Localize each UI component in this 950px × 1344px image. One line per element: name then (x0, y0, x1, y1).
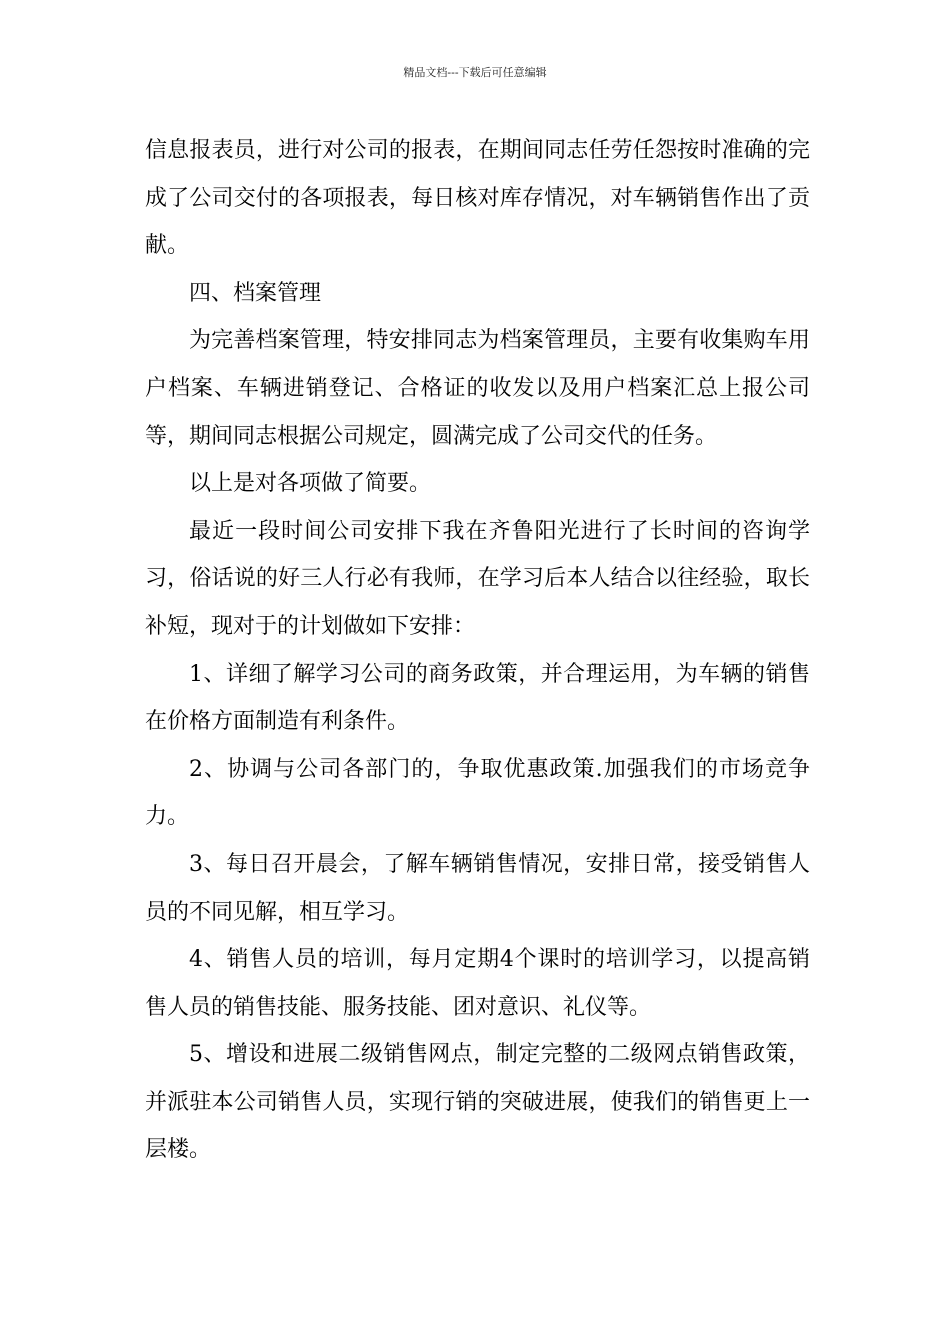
page-header: 精品文档---下载后可任意编辑 (403, 66, 547, 79)
paragraph: 最近一段时间公司安排下我在齐鲁阳光进行了长时间的咨询学习，俗话说的好三人行必有我师，在学习后本人结合以往经验，取长补短，现对于的计划做如下安排： (145, 518, 810, 639)
paragraph: 以上是对各项做了简要。 (189, 471, 432, 497)
list-item: 1、详细了解学习公司的商务政策，并合理运用，为车辆的销售在价格方面制造有利条件。 (145, 661, 810, 735)
paragraph: 为完善档案管理，特安排同志为档案管理员，主要有收集购车用户档案、车辆进销登记、合格证的收发以及用户档案汇总上报公司等，期间同志根据公司规定，圆满完成了公司交代的任务。 (145, 328, 810, 449)
list-item: 2、协调与公司各部门的，争取优惠政策.加强我们的市场竞争力。 (145, 756, 810, 830)
section-heading: 四、档案管理 (189, 280, 322, 306)
paragraph-continuation: 信息报表员，进行对公司的报表，在期间同志任劳任怨按时准确的完成了公司交付的各项报表，每日核对库存情况，对车辆销售作出了贡献。 (145, 138, 810, 259)
list-item: 4、销售人员的培训，每月定期4个课时的培训学习，以提高销售人员的销售技能、服务技能、团对意识、礼仪等。 (145, 947, 810, 1020)
list-item: 3、每日召开晨会，了解车辆销售情况，安排日常，接受销售人员的不同见解，相互学习。 (145, 851, 810, 925)
document-body (145, 127, 810, 1174)
list-item: 5、增设和进展二级销售网点，制定完整的二级网点销售政策，并派驻本公司销售人员，实现行销的突破进展，使我们的销售更上一层楼。 (145, 1042, 810, 1163)
